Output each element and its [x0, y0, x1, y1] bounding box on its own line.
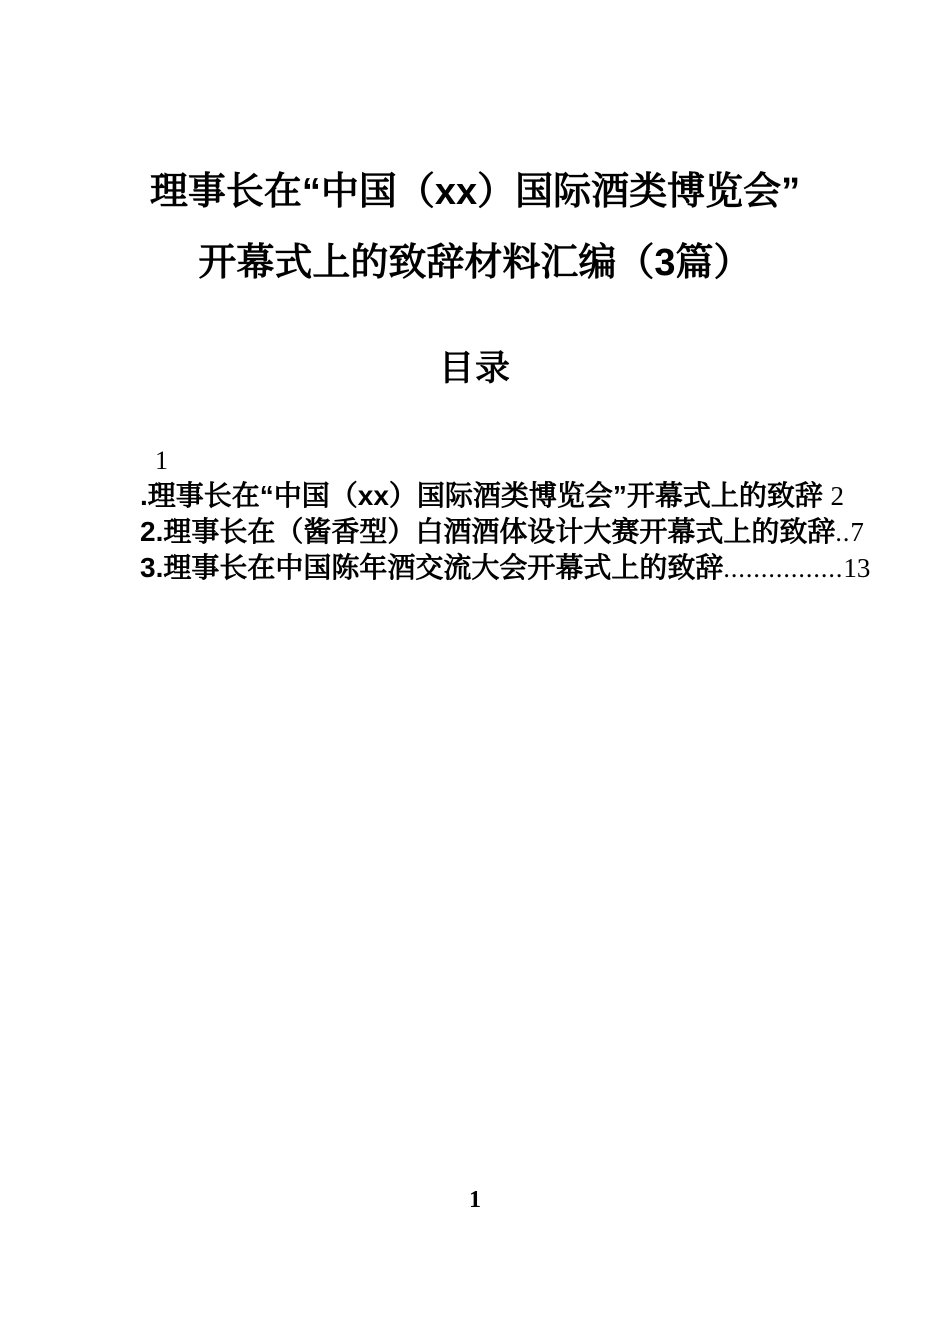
toc-orphan-number: 1 — [155, 446, 168, 475]
toc-entry-3-leader-dots: ................ — [723, 554, 844, 583]
document-title-line-2: 开幕式上的致辞材料汇编（3篇） — [198, 242, 752, 284]
toc-entry-1-text: .理事长在“中国（xx）国际酒类博览会”开幕式上的致辞 — [140, 480, 823, 511]
toc-entry-2-leader-dots: .. — [835, 518, 851, 547]
toc-entry-1[interactable] — [140, 478, 844, 514]
toc-entry-2-text: 2.理事长在（酱香型）白酒酒体设计大赛开幕式上的致辞 — [140, 516, 836, 547]
toc-heading: 目录 — [438, 349, 511, 388]
toc-entry-2[interactable] — [140, 514, 864, 550]
table-of-contents — [140, 443, 871, 586]
toc-entry-3[interactable] — [140, 550, 871, 586]
toc-entry-1-page-number: 2 — [830, 481, 844, 511]
toc-entry-2-page-number: 7 — [850, 517, 864, 547]
toc-entry-3-text: 3.理事长在中国陈年酒交流大会开幕式上的致辞 — [140, 552, 724, 583]
toc-entry-3-page-number: 13 — [843, 553, 871, 583]
footer-page-number: 1 — [469, 1187, 481, 1213]
document-title-line-1: 理事长在“中国（xx）国际酒类博览会” — [149, 171, 801, 213]
